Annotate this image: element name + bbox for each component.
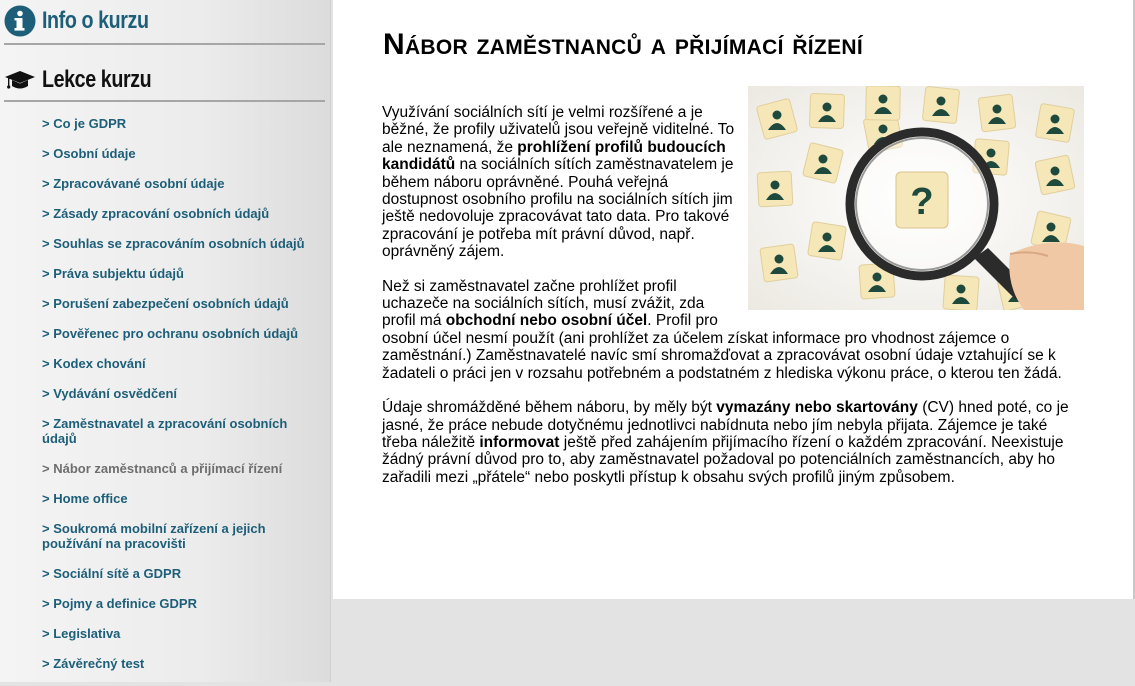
lesson-link[interactable]: > Zásady zpracování osobních údajů: [42, 206, 270, 221]
lesson-link[interactable]: > Vydávání osvědčení: [42, 386, 178, 401]
text-run: (CV) hned poté, co je jasné, že práce nebude dotyčnému jednotlivci nabídnuta nebo jím nebyla přijata. Zájemce je také třeba náležitě: [382, 399, 1069, 451]
lesson-link[interactable]: > Nábor zaměstnanců a přijímací řízení: [42, 461, 283, 476]
text-run: na sociálních sítích zaměstnavatelem je během náboru oprávněné. Pouhá veřejná dostupnost osobního profilu na sociálních sítích jim ještě nedovoluje zpracovávat tato data. Pro takové zpracování je potřeba mít právní důvod, např. oprávněný zájem.: [382, 156, 734, 261]
info-title: Info o kurzu: [42, 7, 149, 34]
bold-text: prohlížení profilů budoucích kandidátů: [382, 138, 726, 174]
person-tile-icon: [760, 244, 798, 282]
person-tile-icon: [802, 142, 843, 183]
lesson-link[interactable]: > Zpracovávané osobní údaje: [42, 176, 225, 191]
svg-text:?: ?: [910, 181, 934, 223]
lesson-link[interactable]: > Práva subjektu údajů: [42, 266, 184, 281]
article: [382, 104, 1084, 503]
person-tile-icon: [922, 86, 959, 123]
lessons-section-header: [4, 65, 175, 95]
magnifier-icon: [748, 86, 1084, 310]
graduation-cap-icon: [4, 65, 36, 95]
lesson-link[interactable]: > Kodex chování: [42, 356, 146, 371]
info-section-header[interactable]: [4, 5, 172, 37]
lesson-link[interactable]: > Sociální sítě a GDPR: [42, 566, 182, 581]
lesson-link[interactable]: > Legislativa: [42, 626, 121, 641]
lesson-link[interactable]: > Souhlas se zpracováním osobních údajů: [42, 236, 305, 251]
person-tile-icon: [943, 275, 979, 310]
lesson-list: [42, 116, 322, 686]
lesson-link[interactable]: > Zaměstnavatel a zpracování osobních údajů: [42, 416, 288, 446]
person-tile-icon: [809, 93, 844, 128]
lesson-link[interactable]: > Pojmy a definice GDPR: [42, 596, 197, 611]
magnifier-question-mark-image: [748, 86, 1084, 310]
text-run: Údaje shromážděné během náboru, by měly být: [382, 399, 717, 417]
person-tile-icon: [808, 222, 847, 261]
person-tile-icon: [1035, 103, 1074, 142]
text-run: . Profil pro osobní účel nesmí použít (ani prohlížet za účelem získat informace pro vhodnost zájemce o zaměstnání.) Zaměstnavatelé navíc smí shromažďovat a zpracovávat osobní údaje vztahující se k žadateli o práci jen v rozsahu potřebném a podstatném z hlediska výkonu práce, o kterou ten žádá.: [382, 312, 1062, 382]
lesson-link[interactable]: > Osobní údaje: [42, 146, 136, 161]
text-run: Využívání sociálních sítí je velmi rozšířené a je běžné, že profily uživatelů jsou veřejně viditelné. To ale neznamená, že: [382, 104, 735, 156]
lesson-link[interactable]: > Závěrečný test: [42, 656, 145, 671]
lesson-link[interactable]: > Soukromá mobilní zařízení a jejich používání na pracovišti: [42, 521, 266, 551]
divider: [4, 43, 325, 45]
page-title: Nábor zaměstnanců a přijímací řízení: [383, 28, 863, 61]
paragraph-3: [382, 399, 1084, 486]
text-run: Než si zaměstnavatel začne prohlížet profil uchazeče na sociálních sítích, musí zvážit, zda profil má: [382, 277, 705, 330]
lesson-link[interactable]: > Home office: [42, 491, 128, 506]
info-icon: [4, 5, 36, 37]
bold-text: vymazány nebo skartovány: [716, 399, 918, 417]
bold-text: obchodní nebo osobní účel: [445, 312, 648, 330]
lessons-title: Lekce kurzu: [42, 66, 152, 93]
divider: [4, 100, 325, 102]
lesson-link[interactable]: > Co je GDPR: [42, 116, 127, 131]
text-run: ještě před zahájením přijímacího řízení o každém zpracování. Neexistuje žádný právní důvod pro to, aby zaměstnavatel požadoval po potenciálních zaměstnancích, aby ho zařadili mezi „přátele“ nebo poskytli přístup k obsahu svých profilů jiným způsobem.: [382, 433, 1064, 486]
sidebar: [0, 0, 331, 682]
person-tile-icon: [978, 94, 1016, 132]
person-tile-icon: [1035, 155, 1075, 195]
main-content: [333, 0, 1133, 599]
lesson-link[interactable]: > Porušení zabezpečení osobních údajů: [42, 296, 289, 311]
person-tile-icon: [757, 171, 793, 207]
bold-text: informovat: [479, 433, 560, 451]
person-tile-icon: [866, 86, 901, 120]
lesson-link[interactable]: > Pověřenec pro ochranu osobních údajů: [42, 326, 299, 341]
